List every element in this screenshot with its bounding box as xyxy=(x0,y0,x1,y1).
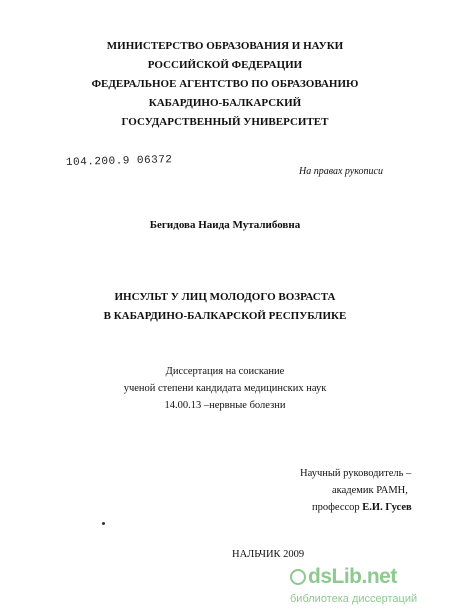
dissertation-title xyxy=(0,288,450,326)
author-name: Бегидова Наида Муталибовна xyxy=(149,219,301,231)
city-year: НАЛЬЧИК 2009 xyxy=(232,549,305,560)
library-stamp-number: 104.200.9 06372 xyxy=(65,154,173,169)
supervisor-line-1: Научный руководитель – xyxy=(300,468,412,479)
dissertation-line-2: ученой степени кандидата медицинских наук xyxy=(123,383,327,394)
watermark xyxy=(288,563,446,609)
rights-note: На правах рукописи xyxy=(299,166,383,177)
institution-line-1: МИНИСТЕРСТВО ОБРАЗОВАНИЯ И НАУКИ xyxy=(106,40,344,52)
dissertation-line-1: Диссертация на соискание xyxy=(165,366,285,377)
watermark-subtitle: библиотека диссертаций xyxy=(290,593,418,605)
institution-line-3: ФЕДЕРАЛЬНОЕ АГЕНТСТВО ПО ОБРАЗОВАНИЮ xyxy=(91,78,359,90)
dissertation-line-3: 14.00.13 –нервные болезни xyxy=(164,400,286,411)
title-line-1: ИНСУЛЬТ У ЛИЦ МОЛОДОГО ВОЗРАСТА xyxy=(114,291,336,303)
watermark-logo-icon xyxy=(290,569,306,585)
supervisor-title: профессор xyxy=(312,502,363,513)
supervisor-line-2: академик РАМН, xyxy=(332,485,408,496)
supervisor-line-3 xyxy=(300,499,412,516)
institution-line-4: КАБАРДИНО-БАЛКАРСКИЙ xyxy=(148,97,302,109)
supervisor-block xyxy=(300,465,412,516)
dissertation-info xyxy=(0,363,450,414)
scan-speck xyxy=(102,522,105,525)
institution-line-2: РОССИЙСКОЙ ФЕДЕРАЦИИ xyxy=(147,59,303,71)
institution-line-5: ГОСУДАРСТВЕННЫЙ УНИВЕРСИТЕТ xyxy=(121,116,329,128)
institution-header xyxy=(0,37,450,132)
title-line-2: В КАБАРДИНО-БАЛКАРСКОЙ РЕСПУБЛИКЕ xyxy=(103,310,347,322)
watermark-logo-text: dsLib.net xyxy=(308,565,397,588)
supervisor-name: Е.И. Гусев xyxy=(362,502,412,513)
